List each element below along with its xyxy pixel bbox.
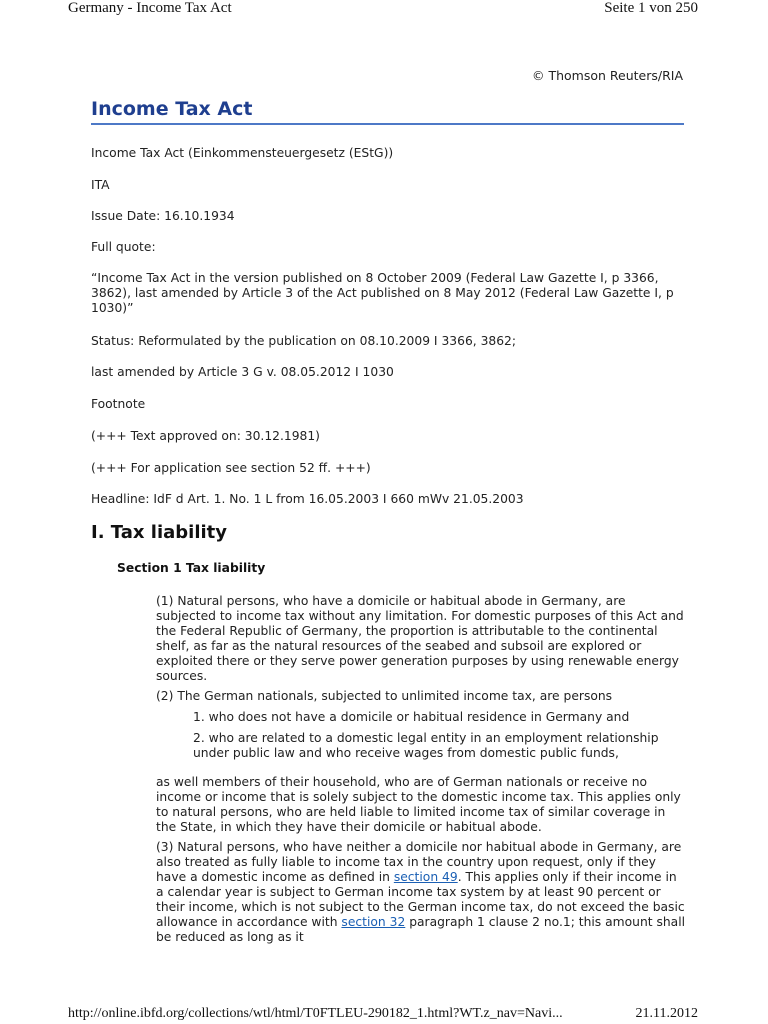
print-footer (68, 1006, 698, 1024)
issue-date: Issue Date: 16.10.1934 (91, 209, 235, 223)
chapter-heading: I. Tax liability (91, 522, 228, 543)
paragraph-2-item-1: 1. who does not have a domicile or habitual residence in Germany and (193, 710, 630, 724)
document-title: Income Tax Act (91, 98, 684, 125)
paragraph-3-text-c: paragraph 1 clause 2 no.1; this amount shall be reduced as long as it (156, 915, 686, 944)
last-amended-line: last amended by Article 3 G v. 08.05.2012 I 1030 (91, 365, 394, 379)
paragraph-2-continuation: as well members of their household, who are of German nationals or receive no income or income that is solely subject to the domestic income tax. This applies only to natural persons, who are held liable to limited income tax of similar coverage in the State, in which they have their domicile or habitual abode. (156, 775, 681, 834)
section-heading: Section 1 Tax liability (117, 561, 266, 575)
section-49-link[interactable]: section 49 (393, 870, 458, 884)
print-header (68, 0, 698, 18)
copyright-notice: © Thomson Reuters/RIA (531, 68, 683, 83)
print-header-page-count: Seite 1 von 250 (604, 0, 698, 16)
paragraph-3-text-a: (3) Natural persons, who have neither a domicile nor habitual abode in Germany, are also treated as fully liable to income tax in the country upon request, only if they have a domestic income as defined in (156, 840, 682, 884)
act-abbreviation: ITA (91, 178, 110, 192)
paragraph-2: (2) The German nationals, subjected to unlimited income tax, are persons (156, 689, 613, 703)
paragraph-3 (156, 840, 686, 945)
application-note: (+++ For application see section 52 ff. +++) (91, 461, 371, 475)
section-32-link[interactable]: section 32 (341, 915, 406, 929)
paragraph-2-item-2: 2. who are related to a domestic legal entity in an employment relationship under public law and who receive wages from domestic public funds, (193, 731, 659, 760)
status-line: Status: Reformulated by the publication on 08.10.2009 I 3366, 3862; (91, 334, 517, 348)
print-footer-url: http://online.ibfd.org/collections/wtl/html/T0FTLEU-290182_1.html?WT.z_nav=Navi... (68, 1006, 563, 1021)
full-quote-text: “Income Tax Act in the version published on 8 October 2009 (Federal Law Gazette I, p 3366, 3862), last amended by Article 3 of the Act published on 8 May 2012 (Federal Law Gazette I, p 1030)” (91, 271, 674, 315)
act-full-name: Income Tax Act (Einkommensteuergesetz (EStG)) (91, 146, 394, 160)
text-approved-note: (+++ Text approved on: 30.12.1981) (91, 429, 320, 443)
full-quote-label: Full quote: (91, 240, 156, 254)
paragraph-3-text-b: . This applies only if their income in a calendar year is subject to German income tax system by at least 90 percent or their income, which is not subject to the German income tax, do not exceed the basic allowance in accordance with (156, 870, 685, 929)
print-footer-date: 21.11.2012 (635, 1006, 698, 1021)
print-header-title: Germany - Income Tax Act (68, 0, 232, 16)
paragraph-1: (1) Natural persons, who have a domicile or habitual abode in Germany, are subjected to income tax without any limitation. For domestic purposes of this Act and the Federal Republic of Germany, the proportion is attributable to the continental shelf, as far as the natural resources of the seabed and subsoil are explored or exploited there or they serve power generation purposes by using renewable energy sources. (156, 594, 684, 683)
footnote-label: Footnote (91, 397, 146, 411)
headline-note: Headline: IdF d Art. 1. No. 1 L from 16.05.2003 I 660 mWv 21.05.2003 (91, 492, 524, 506)
